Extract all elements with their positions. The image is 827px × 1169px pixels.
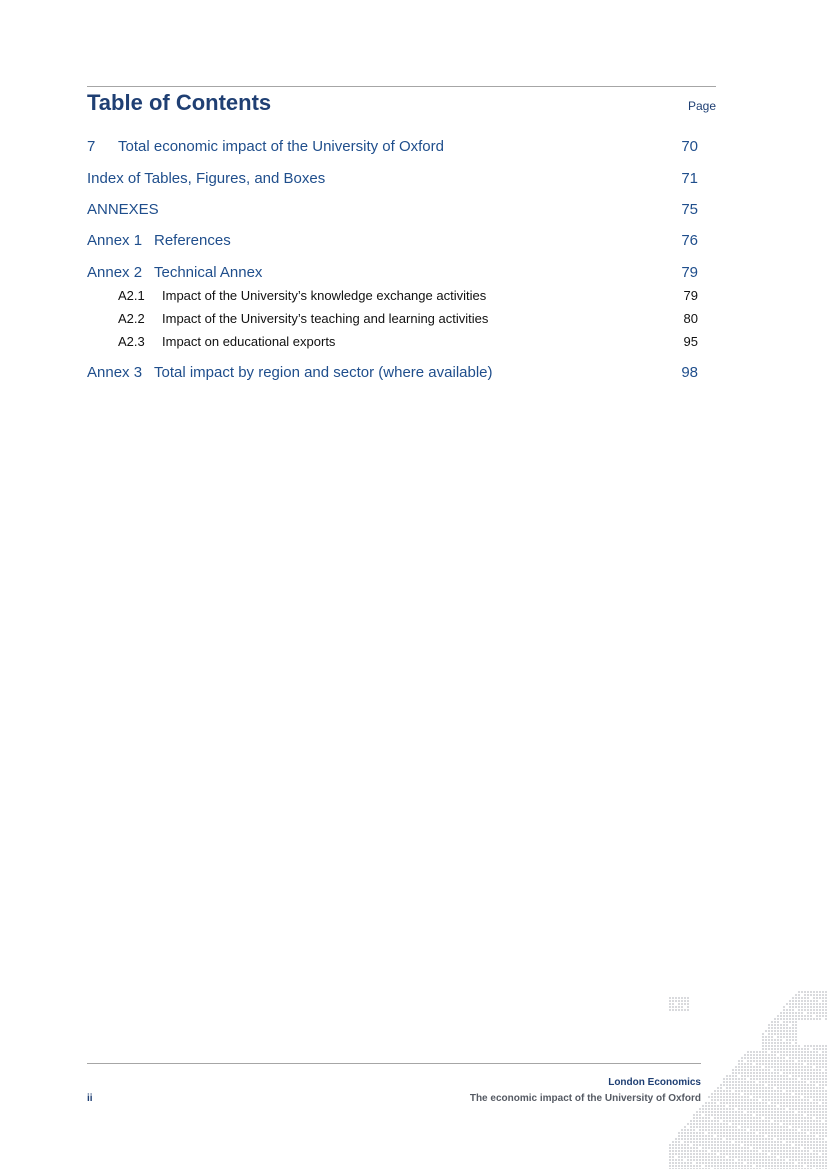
toc-entry-page: 70 [681, 138, 698, 155]
footer-report-title: The economic impact of the University of Oxford [469, 1093, 701, 1104]
page-column-label: Page [687, 99, 716, 113]
toc-entry-annex-3[interactable] [87, 364, 698, 384]
toc-entry-annex-1[interactable] [87, 232, 698, 252]
toc-entry-number: 7 [87, 138, 96, 155]
toc-entry-annexes[interactable] [87, 201, 698, 221]
toc-entry-page: 71 [681, 170, 698, 187]
top-divider [87, 86, 716, 87]
toc-entry-label[interactable]: References [154, 232, 231, 249]
toc-entry-label[interactable]: Technical Annex [154, 264, 263, 281]
toc-entry-label[interactable]: Impact of the University’s teaching and learning activities [162, 311, 489, 326]
toc-entry-index[interactable] [87, 170, 698, 190]
toc-entry-label[interactable]: Total impact by region and sector (where available) [154, 364, 493, 381]
toc-title: Table of Contents [87, 90, 272, 115]
footer-organisation: London Economics [608, 1077, 701, 1088]
toc-entry-page: 95 [683, 334, 698, 349]
toc-entry-number: A2.2 [118, 311, 145, 326]
footer-divider [87, 1063, 701, 1064]
europe-dot-map-icon [667, 989, 827, 1169]
toc-entry-label[interactable]: ANNEXES [87, 201, 159, 218]
toc-entry-label[interactable]: Total economic impact of the University of Oxford [118, 138, 444, 155]
toc-entry-number: A2.1 [118, 288, 145, 303]
toc-entry-page: 79 [681, 264, 698, 281]
toc-entry-annex-2[interactable] [87, 264, 698, 284]
toc-entry-label[interactable]: Index of Tables, Figures, and Boxes [87, 170, 326, 187]
toc-entry-page: 76 [681, 232, 698, 249]
toc-entry-page: 80 [683, 311, 698, 326]
footer-page-number: ii [87, 1093, 93, 1104]
toc-entry-number: Annex 2 [87, 264, 143, 281]
toc-entry-number: A2.3 [118, 334, 145, 349]
toc-entry-page: 79 [683, 288, 698, 303]
toc-entry-page: 75 [681, 201, 698, 218]
toc-subentry-a2-2[interactable] [87, 311, 698, 331]
toc-entry-number: Annex 3 [87, 364, 143, 381]
toc-subentry-a2-3[interactable] [87, 334, 698, 354]
toc-entry-label[interactable]: Impact of the University’s knowledge exchange activities [162, 288, 487, 303]
toc-entry-number: Annex 1 [87, 232, 143, 249]
toc-entry-section-7[interactable] [87, 138, 698, 158]
toc-subentry-a2-1[interactable] [87, 288, 698, 308]
toc-entry-page: 98 [681, 364, 698, 381]
toc-entry-label[interactable]: Impact on educational exports [162, 334, 336, 349]
